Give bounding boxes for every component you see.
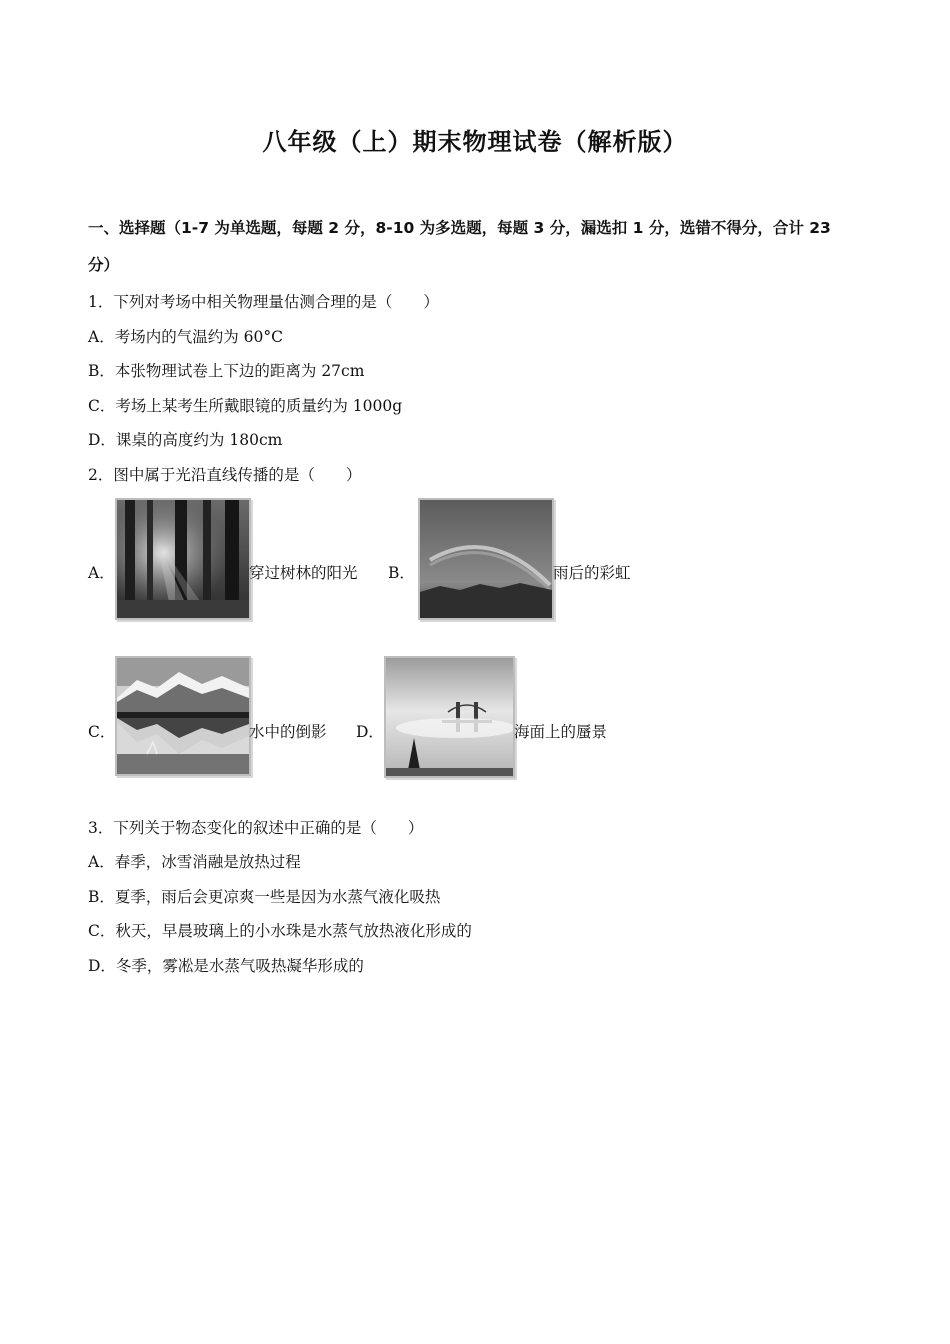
q1-option-c: C．考场上某考生所戴眼镜的质量约为 1000g (88, 397, 403, 415)
q2-option-c-label: C． (88, 723, 116, 741)
rainbow-photo (418, 498, 554, 620)
q1-option-b: B．本张物理试卷上下边的距离为 27cm (88, 362, 365, 380)
q3-option-d: D．冬季，雾凇是水蒸气吸热凝华形成的 (88, 957, 364, 975)
page-title: 八年级（上）期末物理试卷（解析版） (262, 128, 688, 156)
q3-option-a: A．春季，冰雪消融是放热过程 (88, 853, 301, 871)
q3-option-b: B．夏季，雨后会更凉爽一些是因为水蒸气液化吸热 (88, 888, 441, 906)
q2-option-d-label: D． (356, 723, 384, 741)
q2-option-d-caption: 海面上的蜃景 (514, 723, 608, 741)
q2-option-b-label: B． (388, 564, 415, 582)
q1-option-a: A．考场内的气温约为 60°C (88, 328, 283, 346)
mountain-reflection-photo (115, 656, 251, 776)
q2-stem: 2．图中属于光沿直线传播的是（ ） (88, 466, 362, 484)
q1-option-d: D．课桌的高度约为 180cm (88, 431, 283, 449)
section-heading (88, 210, 848, 284)
q2-option-b-caption: 雨后的彩虹 (553, 564, 631, 582)
q2-option-a-label: A． (88, 564, 115, 582)
q3-stem: 3．下列关于物态变化的叙述中正确的是（ ） (88, 819, 424, 837)
section-heading-line1: 一、选择题（1-7 为单选题，每题 2 分，8-10 为多选题，每题 3 分，漏选扣 1 分，选错不得分，合计 23 (88, 219, 831, 237)
forest-sunlight-photo (115, 498, 251, 620)
q2-option-a-caption: 穿过树林的阳光 (249, 564, 358, 582)
q3-option-c: C．秋天，早晨玻璃上的小水珠是水蒸气放热液化形成的 (88, 922, 472, 940)
mirage-photo (384, 656, 515, 778)
q2-option-c-caption: 水中的倒影 (249, 723, 327, 741)
section-heading-line2: 分） (88, 256, 120, 274)
q1-stem: 1．下列对考场中相关物理量估测合理的是（ ） (88, 293, 439, 311)
